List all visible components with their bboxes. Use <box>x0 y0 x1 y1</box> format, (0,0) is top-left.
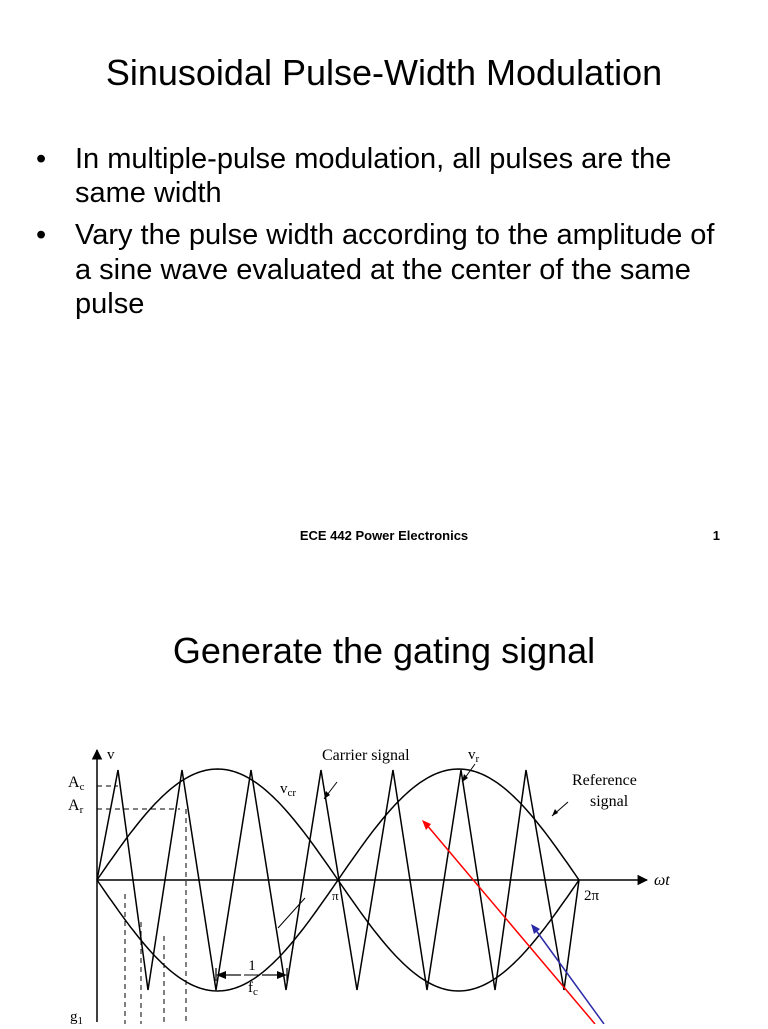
pi-label: π <box>332 888 339 903</box>
bullet-text: In multiple-pulse modulation, all pulses are the same width <box>75 143 672 210</box>
v-axis-label: v <box>107 747 115 763</box>
period-numerator: 1 <box>248 958 256 974</box>
bullet-item <box>36 218 736 321</box>
g1-label: $g_1$ <box>70 1009 83 1024</box>
period-arrow-right <box>277 971 287 979</box>
blue-arrow-head <box>531 924 540 934</box>
ar-label: Ar <box>68 797 84 816</box>
bullet-item <box>36 142 736 210</box>
reference-pointer-head <box>552 809 558 816</box>
spwm-diagram <box>0 736 768 1024</box>
reference-sine-wave <box>97 769 579 880</box>
slide-title: Generate the gating signal <box>172 630 596 671</box>
blue-arrow <box>535 929 604 1024</box>
footer-course-name: ECE 442 Power Electronics <box>299 528 469 543</box>
vcr-pointer <box>278 898 305 928</box>
reference-signal-label-line1: Reference <box>572 772 637 789</box>
bullet-list <box>36 142 736 329</box>
bullet-text: Vary the pulse width according to the amplitude of a sine wave evaluated at the center of the same pulse <box>75 219 715 320</box>
two-pi-label: 2π <box>584 888 600 904</box>
bullet-dot: • <box>36 219 47 252</box>
bullet-dot: • <box>36 143 47 175</box>
ac-label: Ac <box>68 774 85 793</box>
footer-page-number: 1 <box>712 528 720 543</box>
spwm-diagram-svg <box>0 736 768 1024</box>
period-denominator: $f_c$ <box>248 980 258 998</box>
slide-2 <box>0 576 768 1024</box>
red-arrow <box>426 824 595 1024</box>
vr-label: $v_r$ <box>468 747 480 765</box>
reference-signal-label-line2: signal <box>590 793 629 810</box>
omega-t-label: ωt <box>654 872 670 889</box>
slide-title: Sinusoidal Pulse-Width Modulation <box>105 52 663 93</box>
carrier-signal-label: Carrier signal <box>322 747 410 764</box>
vcr-label: $v_{cr}$ <box>280 781 297 799</box>
